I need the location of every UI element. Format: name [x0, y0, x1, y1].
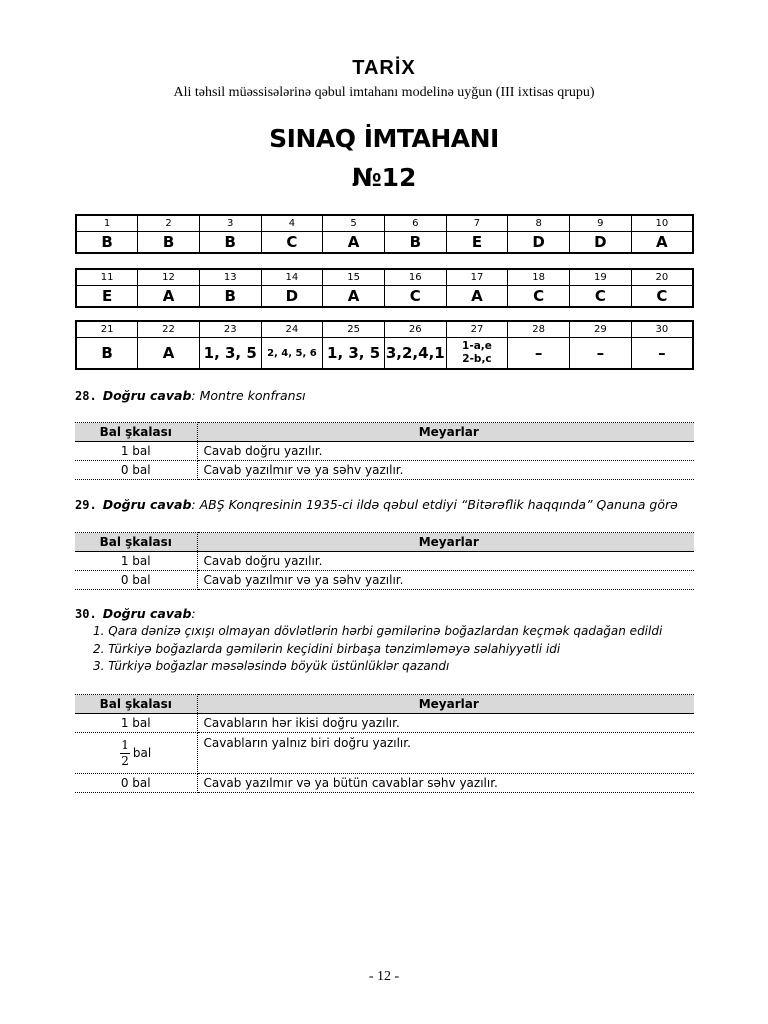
answer-cell: B — [76, 232, 138, 254]
answer-cell: B — [199, 286, 261, 308]
scoring-table-28 — [75, 422, 694, 480]
answer-cell: D — [508, 232, 570, 254]
criteria-cell: Cavab yazılmır və ya səhv yazılır. — [197, 461, 694, 480]
score-cell: 0 bal — [75, 571, 197, 590]
question-number: 2 — [138, 215, 200, 232]
score-cell: 1 bal — [75, 714, 197, 733]
answer-cell: C — [508, 286, 570, 308]
score-cell: 1 bal — [75, 552, 197, 571]
answer-cell: C — [631, 286, 693, 308]
question-number: 27 — [446, 321, 508, 338]
subtitle: Ali təhsil müəssisələrinə qəbul imtahanı modelinə uyğun (III ixtisas qrupu) — [173, 85, 595, 100]
question-number: 5 — [323, 215, 385, 232]
question-number: 21 — [76, 321, 138, 338]
answer-item: 1. Qara dənizə çıxışı olmayan dövlətlərin hərbi gəmilərinə boğazlardan keçmək qadağan edildi — [93, 624, 663, 638]
question-number: 26 — [384, 321, 446, 338]
score-unit: bal — [132, 745, 152, 760]
answer-cell: D — [570, 232, 632, 254]
answer-cell: 1, 3, 5 — [323, 338, 385, 370]
answer-cell: 2, 4, 5, 6 — [261, 338, 323, 370]
answer-cell: A — [138, 286, 200, 308]
fraction — [120, 738, 130, 769]
answer-cell: B — [138, 232, 200, 254]
subject-title: TARİX — [352, 57, 416, 79]
answer-key-table-3 — [75, 320, 694, 370]
answer-cell: 1, 3, 5 — [199, 338, 261, 370]
question-number: 8 — [508, 215, 570, 232]
criteria-column-header: Meyarlar — [197, 533, 694, 552]
answer-text: : ABŞ Konqresinin 1935-ci ildə qəbul etdiyi “Bitərəflik haqqında” Qanuna görə — [191, 497, 678, 512]
criteria-cell: Cavab yazılmır və ya bütün cavablar səhv yazılır. — [197, 774, 694, 793]
question-number: 1 — [76, 215, 138, 232]
question-number: 28 — [508, 321, 570, 338]
answer-cell: E — [446, 232, 508, 254]
scoring-table-29 — [75, 532, 694, 590]
answer-key-table-2 — [75, 268, 694, 308]
answer-cell: A — [323, 286, 385, 308]
question-number-label: 30. — [75, 607, 97, 621]
correct-answer-label: Doğru cavab — [102, 388, 192, 403]
criteria-cell: Cavab doğru yazılır. — [197, 552, 694, 571]
question-number-label: 28. — [75, 389, 97, 403]
question-number: 23 — [199, 321, 261, 338]
answer-cell: – — [631, 338, 693, 370]
scoring-table-30 — [75, 694, 694, 793]
exam-number: №12 — [351, 163, 417, 192]
question-number: 29 — [570, 321, 632, 338]
answer-cell: C — [384, 286, 446, 308]
answer-cell-27 — [446, 338, 508, 370]
score-column-header: Bal şkalası — [75, 695, 197, 714]
criteria-cell: Cavab yazılmır və ya səhv yazılır. — [197, 571, 694, 590]
answer-cell: E — [76, 286, 138, 308]
answer-cell: – — [570, 338, 632, 370]
answer-items-list — [93, 623, 662, 676]
question-number: 13 — [199, 269, 261, 286]
question-30-answer — [75, 606, 196, 621]
question-number: 12 — [138, 269, 200, 286]
criteria-column-header: Meyarlar — [197, 695, 694, 714]
question-number: 16 — [384, 269, 446, 286]
answer-cell: B — [384, 232, 446, 254]
answer-27-line-1: 1-a,e — [462, 340, 492, 352]
question-number: 11 — [76, 269, 138, 286]
answer-cell: A — [138, 338, 200, 370]
answer-key-table-1 — [75, 214, 694, 254]
question-number: 9 — [570, 215, 632, 232]
question-number: 18 — [508, 269, 570, 286]
answer-cell: – — [508, 338, 570, 370]
answer-cell: B — [199, 232, 261, 254]
answer-cell: C — [261, 232, 323, 254]
question-number: 20 — [631, 269, 693, 286]
answer-27-line-2: 2-b,c — [462, 353, 492, 365]
answer-text: : — [191, 606, 196, 621]
question-number: 19 — [570, 269, 632, 286]
page-number: - 12 - — [368, 969, 400, 984]
answer-cell: A — [631, 232, 693, 254]
criteria-column-header: Meyarlar — [197, 423, 694, 442]
question-number-label: 29. — [75, 498, 97, 512]
question-29-answer — [75, 497, 678, 512]
fraction-denominator: 2 — [121, 753, 129, 768]
answer-item: 3. Türkiyə boğazlar məsələsində böyük üstünlüklər qazandı — [93, 659, 450, 673]
question-number: 17 — [446, 269, 508, 286]
answer-cell: A — [323, 232, 385, 254]
answer-cell: C — [570, 286, 632, 308]
score-cell: 1 bal — [75, 442, 197, 461]
answer-cell: B — [76, 338, 138, 370]
correct-answer-label: Doğru cavab — [102, 497, 192, 512]
question-number: 15 — [323, 269, 385, 286]
question-number: 4 — [261, 215, 323, 232]
question-28-answer — [75, 388, 306, 403]
score-cell: 0 bal — [75, 774, 197, 793]
criteria-cell: Cavab doğru yazılır. — [197, 442, 694, 461]
question-number: 25 — [323, 321, 385, 338]
question-number: 14 — [261, 269, 323, 286]
answer-cell: A — [446, 286, 508, 308]
criteria-cell: Cavabların yalnız biri doğru yazılır. — [197, 733, 694, 774]
criteria-cell: Cavabların hər ikisi doğru yazılır. — [197, 714, 694, 733]
answer-cell: 3,2,4,1 — [384, 338, 446, 370]
question-number: 22 — [138, 321, 200, 338]
answer-text: : Montre konfransı — [191, 388, 306, 403]
answer-item: 2. Türkiyə boğazlarda gəmilərin keçidini birbaşa tənzimləməyə səlahiyyətli idi — [93, 641, 561, 656]
question-number: 30 — [631, 321, 693, 338]
answer-cell: D — [261, 286, 323, 308]
score-cell-half — [75, 733, 197, 774]
question-number: 24 — [261, 321, 323, 338]
exam-title: SINAQ İMTAHANI — [269, 124, 499, 153]
fraction-numerator: 1 — [121, 737, 129, 752]
question-number: 3 — [199, 215, 261, 232]
score-column-header: Bal şkalası — [75, 423, 197, 442]
score-cell: 0 bal — [75, 461, 197, 480]
question-number: 7 — [446, 215, 508, 232]
correct-answer-label: Doğru cavab — [102, 606, 192, 621]
question-number: 6 — [384, 215, 446, 232]
score-column-header: Bal şkalası — [75, 533, 197, 552]
question-number: 10 — [631, 215, 693, 232]
